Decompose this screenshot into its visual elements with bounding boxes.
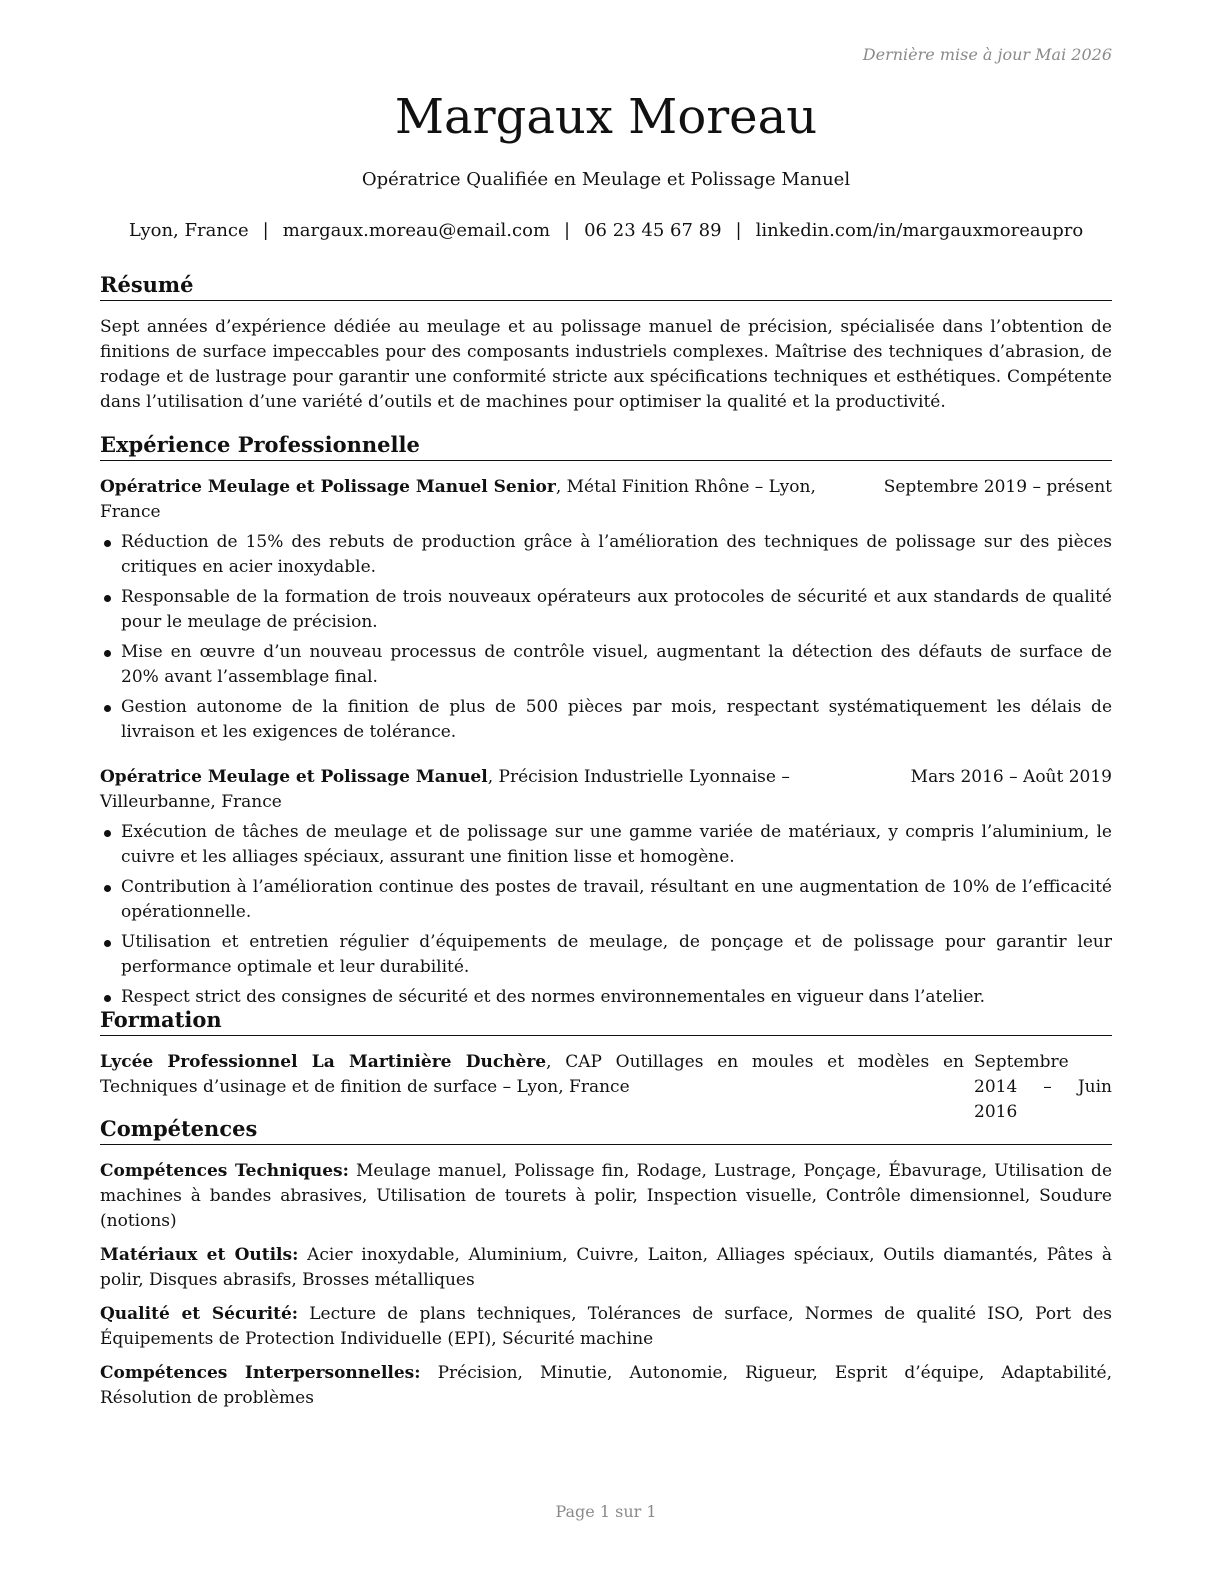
bullet-item: Responsable de la formation de trois nouveaux opérateurs aux protocoles de sécurité et aux standards de qualité pour le meulage de précision. xyxy=(100,585,1112,635)
candidate-name: Margaux Moreau xyxy=(394,89,818,145)
skill-group xyxy=(100,1159,1112,1234)
bullet-item: Utilisation et entretien régulier d’équipements de meulage, de ponçage et de polissage pour garantir leur performance optimale et leur durabilité. xyxy=(100,930,1112,980)
job-title: Opératrice Qualifiée en Meulage et Polissage Manuel xyxy=(361,169,851,190)
contact-separator: | xyxy=(564,220,571,241)
job-dates: Septembre 2019 – présent xyxy=(883,477,1112,497)
bullet-item: Exécution de tâches de meulage et de polissage sur une gamme variée de matériaux, y compris l’aluminium, le cuivre et les alliages spéciaux, assurant une finition lisse et homogène. xyxy=(100,820,1112,870)
skill-group xyxy=(100,1243,1112,1293)
job-bullets xyxy=(100,820,1112,1010)
skill-group-label: Compétences Techniques: xyxy=(100,1161,349,1181)
job-company: , Précision Industrielle Lyonnaise – Villeurbanne, France xyxy=(100,767,790,812)
skill-group-label: Matériaux et Outils: xyxy=(100,1245,299,1265)
skills-section xyxy=(100,1115,1112,1411)
section-title-experience: Expérience Professionnelle xyxy=(100,431,1112,461)
skill-group-label: Compétences Interpersonnelles: xyxy=(100,1363,421,1383)
contact-separator: | xyxy=(262,220,269,241)
skill-group-text: Meulage manuel, Polissage fin, Rodage, Lustrage, Ponçage, Ébavurage, Utilisation de machines à bandes abrasives, Utilisation de tourets à polir, Inspection visuelle, Contrôle dimensionnel, Soudure (notions) xyxy=(100,1161,1113,1231)
skill-group xyxy=(100,1302,1112,1352)
job-entry xyxy=(100,475,1112,745)
page-number: Page 1 sur 1 xyxy=(555,1502,657,1521)
experience-section xyxy=(100,431,1112,1015)
resume-page xyxy=(100,0,1112,1584)
last-updated: Dernière mise à jour Mai 2026 xyxy=(862,45,1112,64)
bullet-item: Réduction de 15% des rebuts de production grâce à l’amélioration des techniques de polissage sur des pièces critiques en acier inoxydable. xyxy=(100,530,1112,580)
job-dates: Mars 2016 – Août 2019 xyxy=(910,767,1112,787)
section-title-summary: Résumé xyxy=(100,271,1112,301)
summary-section xyxy=(100,271,1112,415)
education-school: Lycée Professionnel La Martinière Duchère xyxy=(100,1052,547,1072)
contact-line xyxy=(100,219,1112,243)
skill-group-text: Acier inoxydable, Aluminium, Cuivre, Laiton, Alliages spéciaux, Outils diamantés, Pâtes à polir, Disques abrasifs, Brosses métalliques xyxy=(100,1245,1113,1290)
section-title-education: Formation xyxy=(100,1006,1112,1036)
skill-group-text: Lecture de plans techniques, Tolérances de surface, Normes de qualité ISO, Port des Équipements de Protection Individuelle (EPI), Sécurité machine xyxy=(100,1304,1112,1349)
contact-location: Lyon, France xyxy=(128,220,249,241)
job-bullets xyxy=(100,530,1112,745)
skill-group-text: Précision, Minutie, Autonomie, Rigueur, Esprit d’équipe, Adaptabilité, Résolution de problèmes xyxy=(100,1363,1112,1408)
contact-email[interactable]: margaux.moreau@email.com xyxy=(282,220,551,241)
contact-separator: | xyxy=(735,220,742,241)
contact-phone: 06 23 45 67 89 xyxy=(584,220,722,241)
education-detail: , CAP Outillages en moules et modèles en Techniques d’usinage et de finition de surface – Lyon, France xyxy=(100,1052,964,1097)
job-role: Opératrice Meulage et Polissage Manuel Senior xyxy=(100,477,556,497)
skill-group xyxy=(100,1361,1112,1411)
bullet-item: Gestion autonome de la finition de plus de 500 pièces par mois, respectant systématiquement les délais de livraison et les exigences de tolérance. xyxy=(100,695,1112,745)
job-header xyxy=(100,765,1112,815)
bullet-item: Respect strict des consignes de sécurité et des normes environnementales en vigueur dans l’atelier. xyxy=(100,985,1112,1010)
job-entry xyxy=(100,765,1112,1010)
contact-linkedin[interactable]: linkedin.com/in/margauxmoreaupro xyxy=(755,220,1084,241)
summary-text: Sept années d’expérience dédiée au meulage et au polissage manuel de précision, spécialisée dans l’obtention de finitions de surface impeccables pour des composants industriels complexes. Maîtrise des techniques d’abrasion, de rodage et de lustrage pour garantir une conformité stricte aux spécifications techniques et esthétiques. Compétente dans l’utilisation d’une variété d’outils et de machines pour optimiser la qualité et la productivité. xyxy=(100,317,1112,412)
education-section xyxy=(100,1006,1112,1125)
education-dates: Septembre 2014 – Juin 2016 xyxy=(974,1052,1112,1122)
bullet-item: Mise en œuvre d’un nouveau processus de contrôle visuel, augmentant la détection des défauts de surface de 20% avant l’assemblage final. xyxy=(100,640,1112,690)
skill-group-label: Qualité et Sécurité: xyxy=(100,1304,299,1324)
job-role: Opératrice Meulage et Polissage Manuel xyxy=(100,767,488,787)
education-entry xyxy=(100,1050,1112,1125)
section-title-skills: Compétences xyxy=(100,1115,1112,1145)
bullet-item: Contribution à l’amélioration continue des postes de travail, résultant en une augmentation de 10% de l’efficacité opérationnelle. xyxy=(100,875,1112,925)
job-header xyxy=(100,475,1112,525)
job-company: , Métal Finition Rhône – Lyon, France xyxy=(100,477,816,522)
